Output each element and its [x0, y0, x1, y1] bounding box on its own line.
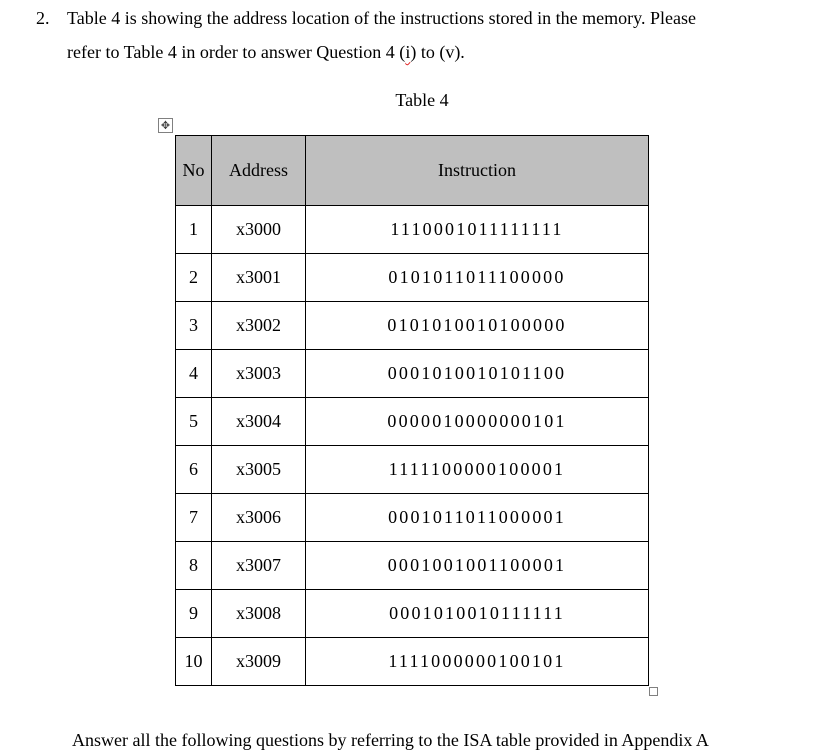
table-row [176, 638, 649, 686]
cell-instruction: 0001010010101100 [306, 350, 649, 398]
cell-address: x3008 [212, 590, 306, 638]
cell-no: 3 [176, 302, 212, 350]
cell-address: x3009 [212, 638, 306, 686]
cell-no: 8 [176, 542, 212, 590]
header-no: No [176, 136, 212, 206]
instruction-table [175, 135, 649, 686]
question-text-line-2 [67, 41, 465, 63]
cell-address: x3006 [212, 494, 306, 542]
cell-no: 10 [176, 638, 212, 686]
table-row [176, 398, 649, 446]
cell-address: x3001 [212, 254, 306, 302]
cell-no: 6 [176, 446, 212, 494]
cell-instruction: 0001010010111111 [306, 590, 649, 638]
table-row [176, 350, 649, 398]
cell-instruction: 0001001001100001 [306, 542, 649, 590]
cell-no: 4 [176, 350, 212, 398]
cell-instruction: 0001011011000001 [306, 494, 649, 542]
table-move-handle-icon[interactable]: ✥ [158, 118, 173, 133]
table-row [176, 542, 649, 590]
table-row [176, 494, 649, 542]
cell-address: x3007 [212, 542, 306, 590]
question-text-line-2-end: ) to (v). [410, 42, 465, 62]
table-row [176, 302, 649, 350]
table-resize-handle[interactable] [649, 687, 658, 696]
cell-no: 9 [176, 590, 212, 638]
cell-instruction: 1111100000100001 [306, 446, 649, 494]
cell-no: 2 [176, 254, 212, 302]
table-row [176, 446, 649, 494]
question-number: 2. [36, 8, 50, 28]
cell-no: 7 [176, 494, 212, 542]
cell-instruction: 0101011011100000 [306, 254, 649, 302]
cell-instruction: 1110001011111111 [306, 206, 649, 254]
cell-address: x3002 [212, 302, 306, 350]
header-instruction: Instruction [306, 136, 649, 206]
footer-instruction-text: Answer all the following questions by referring to the ISA table provided in Appendix A [72, 730, 709, 750]
question-text-line-1: Table 4 is showing the address location of the instructions stored in the memory. Please [67, 8, 696, 28]
table-row [176, 590, 649, 638]
cell-address: x3003 [212, 350, 306, 398]
cell-instruction: 0000010000000101 [306, 398, 649, 446]
cell-no: 5 [176, 398, 212, 446]
cell-instruction: 1111000000100101 [306, 638, 649, 686]
cell-address: x3000 [212, 206, 306, 254]
spellcheck-marked-word[interactable]: i [405, 42, 411, 62]
cell-address: x3004 [212, 398, 306, 446]
cell-address: x3005 [212, 446, 306, 494]
question-text-line-2-start: refer to Table 4 in order to answer Question 4 ( [67, 42, 406, 62]
header-address: Address [212, 136, 306, 206]
table-row [176, 206, 649, 254]
cell-no: 1 [176, 206, 212, 254]
table-header-row [176, 136, 649, 206]
table-row [176, 254, 649, 302]
cell-instruction: 0101010010100000 [306, 302, 649, 350]
table-caption: Table 4 [395, 90, 449, 110]
